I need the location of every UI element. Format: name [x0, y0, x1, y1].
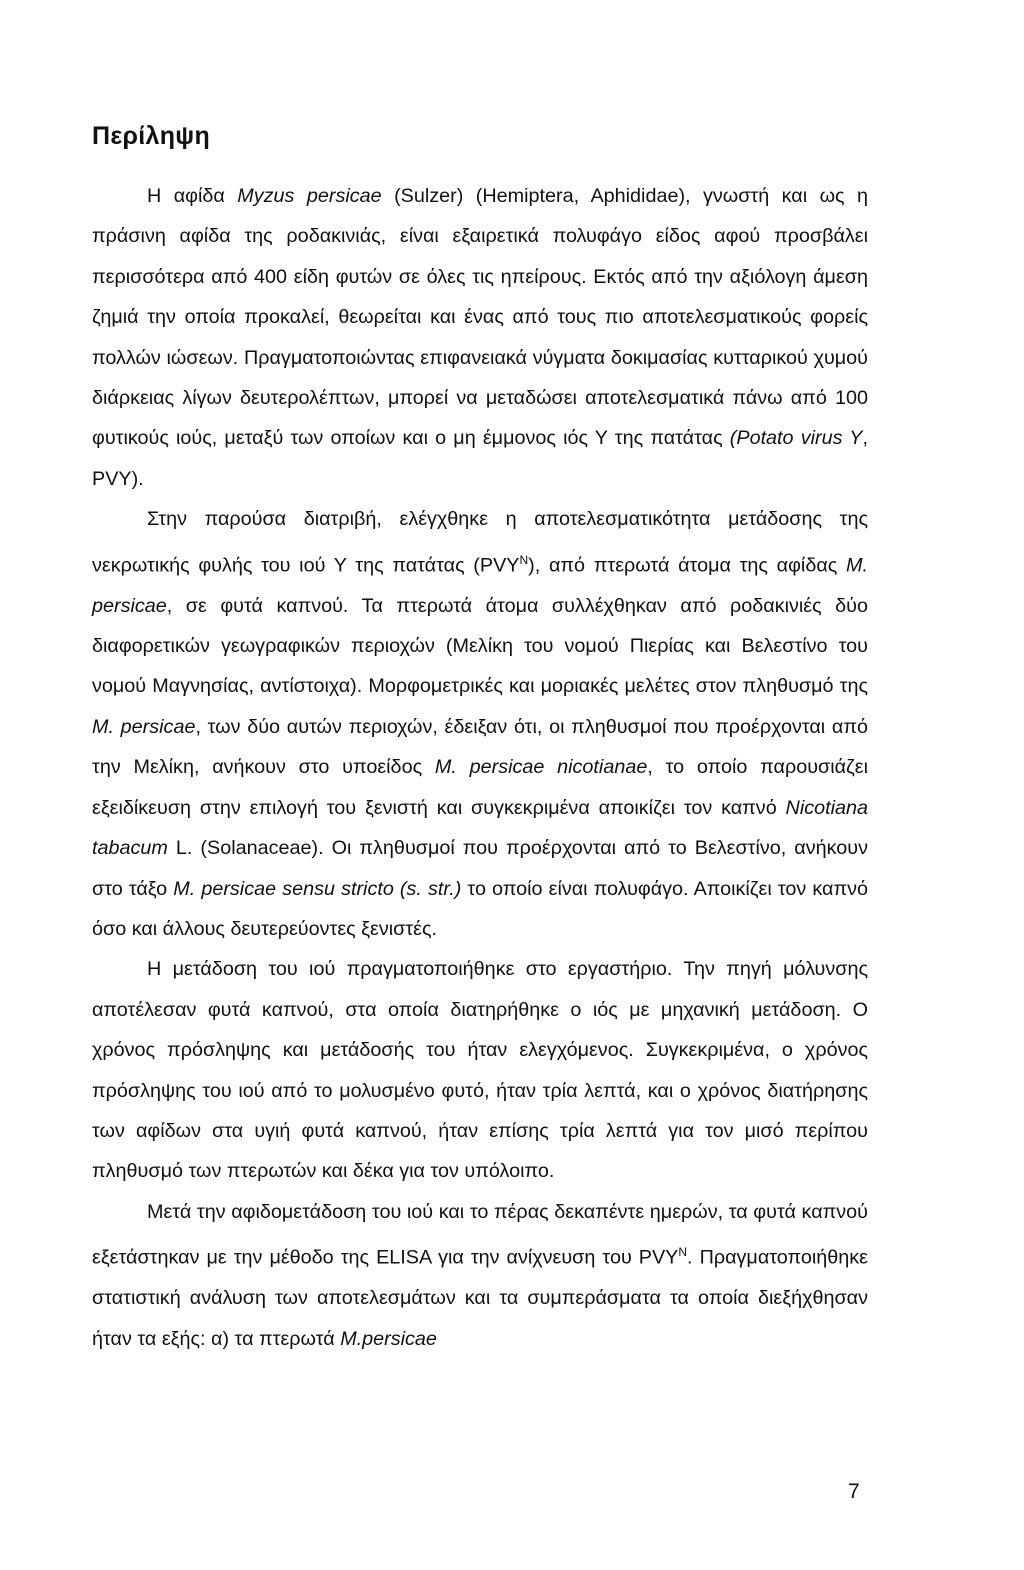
text-run: το οποίο είναι πολυφάγο. Αποικίζει τον καπνό όσο και άλλους δευτερεύοντες ξενιστές.: [92, 877, 868, 940]
text-run: , σε φυτά καπνού. Τα πτερωτά άτομα συλλέχθηκαν από ροδακινιές δύο διαφορετικών γεωγραφικών περιοχών (Μελίκη του νομού Πιερίας και Βελεστίνο του νομού Μαγνησίας, αντίστοιχα). Μορφομετρικές και μοριακές μελέτες στον πληθυσμό της: [92, 594, 868, 698]
text-run: Η μετάδοση του ιού πραγματοποιήθηκε στο εργαστήριο. Την πηγή μόλυνσης αποτέλεσαν φυτά καπνού, στα οποία διατηρήθηκε ο ιός με μηχανική μετάδοση. Ο χρόνος πρόσληψης και μετάδοσής του ήταν ελεγχόμενος. Συγκεκριμένα, ο χρόνος πρόσληψης του ιού από το μολυσμένο φυτό, ήταν τρία λεπτά, και ο χρόνος διατήρησης των αφίδων στα υγιή φυτά καπνού, ήταν επίσης τρία λεπτά για τον μισό περίπου πληθυσμό των πτερωτών και δέκα για τον υπόλοιπο.: [92, 958, 868, 1183]
text-run: L. (Solanaceae). Οι πληθυσμοί που προέρχονται από το Βελεστίνο, ανήκουν στο τάξο: [92, 837, 868, 900]
superscript: N: [519, 552, 529, 567]
italic-term: M. persicae nicotianae: [434, 756, 648, 779]
paragraph: [92, 949, 868, 1191]
text-run: , το οποίο παρουσιάζει εξειδίκευση στην επιλογή του ξενιστή και συγκεκριμένα αποικίζει τον καπνό: [92, 756, 868, 819]
text-run: (Sulzer) (Hemiptera, Aphididae), γνωστή και ως η πράσινη αφίδα της ροδακινιάς, είναι εξαιρετικά πολυφάγο είδος αφού προσβάλει περισσότερα από 400 είδη φυτών σε όλες τις ηπείρους. Εκτός από την αξιόλογη άμεση ζημιά την οποία προκαλεί, θεωρείται και ένας από τους πιο αποτελεσματικούς φορείς πολλών ιώσεων. Πραγματοποιώντας επιφανειακά νύγματα δοκιμασίας κυτταρικού χυμού διάρκειας λίγων δευτερολέπτων, μπορεί να μεταδώσει αποτελεσματικά πάνω από 100 φυτικούς ιούς, μεταξύ των οποίων και ο μη έμμονος ιός Υ της πατάτας: [92, 185, 868, 450]
page-number: 7: [848, 1480, 860, 1503]
text-run: , των δύο αυτών περιοχών, έδειξαν ότι, οι πληθυσμοί που προέρχονται από την Μελίκη, ανήκουν στο υποείδος: [92, 715, 868, 779]
italic-term: Myzus persicae: [237, 185, 382, 207]
italic-term: Nicotiana tabacum: [92, 796, 868, 860]
text-run: Μετά την αφιδομετάδοση του ιού και το πέρας δεκαπέντε ημερών, τα φυτά καπνού εξετάστηκαν με την μέθοδο της ELISA για την ανίχνευση του PVY: [92, 1200, 868, 1269]
paragraph: [92, 1192, 868, 1359]
text-run: ), από πτερωτά άτομα της αφίδας: [528, 554, 846, 577]
italic-term: M.persicae: [340, 1327, 437, 1350]
abstract-body: [92, 176, 868, 1359]
text-run: Η αφίδα: [147, 185, 238, 207]
italic-term: M. persicae: [92, 715, 196, 738]
superscript: N: [678, 1245, 688, 1260]
paragraph: [92, 499, 868, 949]
italic-term: M. persicae sensu stricto (s. str.): [173, 877, 462, 900]
section-heading: Περίληψη: [92, 122, 211, 150]
paragraph: [92, 176, 868, 499]
italic-term: (Potato virus Y: [729, 427, 863, 450]
text-run: , PVY).: [92, 427, 868, 490]
text-run: Στην παρούσα διατριβή, ελέγχθηκε η αποτελεσματικότητα μετάδοσης της νεκρωτικής φυλής του ιού Υ της πατάτας (PVY: [92, 508, 868, 577]
text-run: . Πραγματοποιήθηκε στατιστική ανάλυση των αποτελεσμάτων και τα συμπεράσματα τα οποία διεξήχθησαν ήταν τα εξής: α) τα πτερωτά: [92, 1246, 868, 1350]
italic-term: M. persicae: [92, 554, 868, 617]
